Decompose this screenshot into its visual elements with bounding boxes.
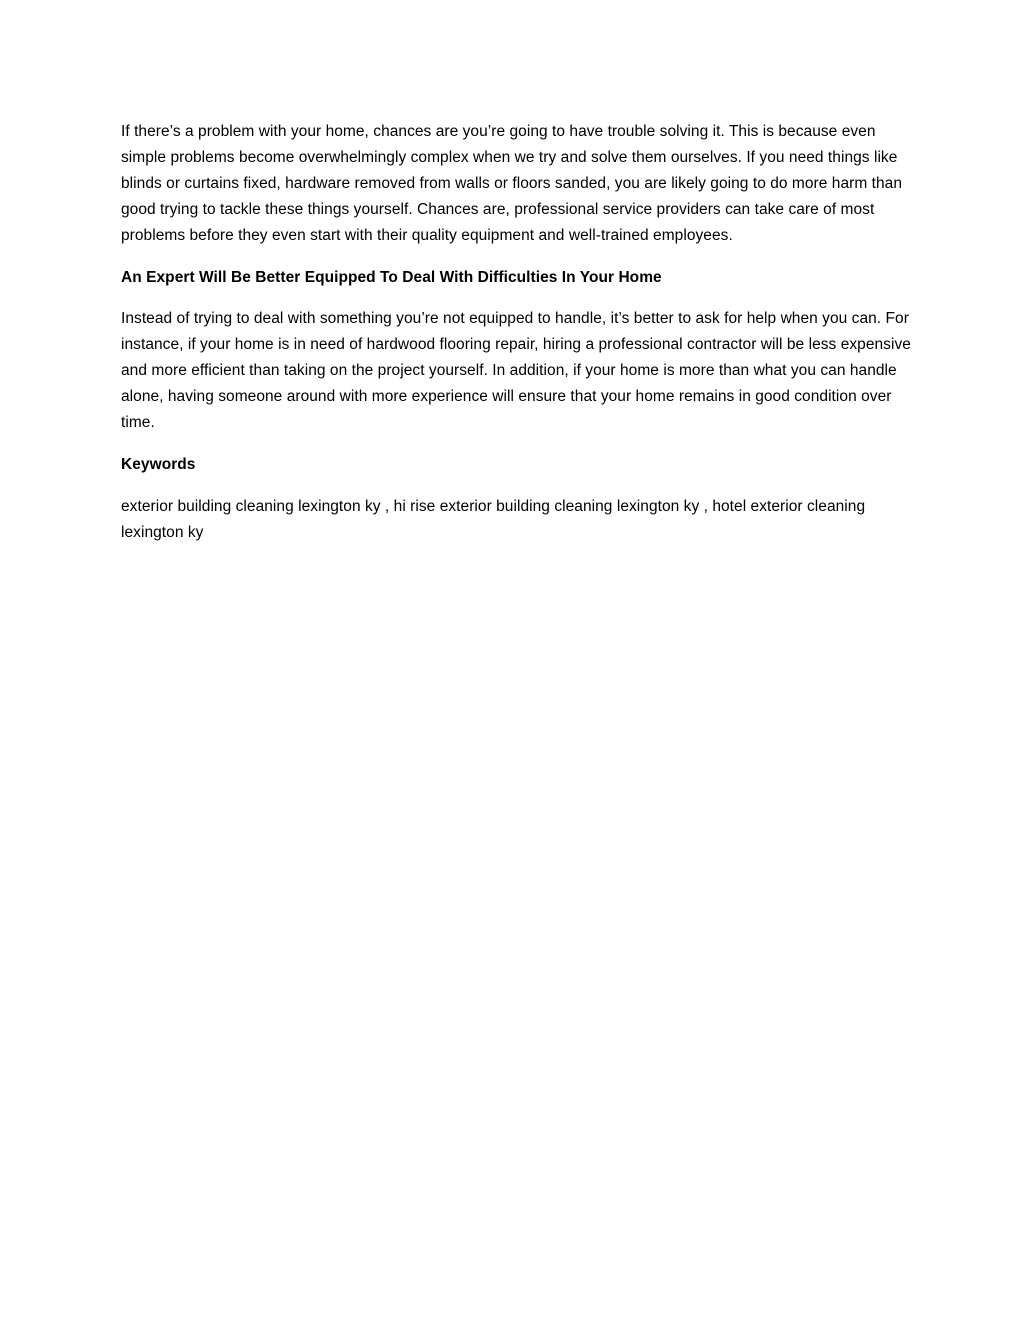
keywords-paragraph: exterior building cleaning lexington ky , hi rise exterior building cleaning lexington ky , hotel exterior cleaning lexington ky [121, 497, 866, 541]
expert-paragraph: Instead of trying to deal with something you’re not equipped to handle, it’s better to ask for help when you can. For instance, if your home is in need of hardwood flooring repair, hiring a professional contractor will be less expensive and more efficient than taking on the project yourself. In addition, if your home is more than what you can handle alone, having someone around with more experience will ensure that your home remains in good condition over time. [121, 310, 911, 432]
section-heading: An Expert Will Be Better Equipped To Deal With Difficulties In Your Home [121, 268, 662, 286]
intro-paragraph: If there’s a problem with your home, chances are you’re going to have trouble solving it. This is because even simple problems become overwhelmingly complex when we try and solve them ourselves. If you need things like blinds or curtains fixed, hardware removed from walls or floors sanded, you are likely going to do more harm than good trying to tackle these things yourself. Chances are, professional service providers can take care of most problems before they even start with their quality equipment and well-trained employees. [121, 123, 903, 244]
document-body [121, 119, 911, 562]
keywords-heading: Keywords [121, 455, 196, 473]
